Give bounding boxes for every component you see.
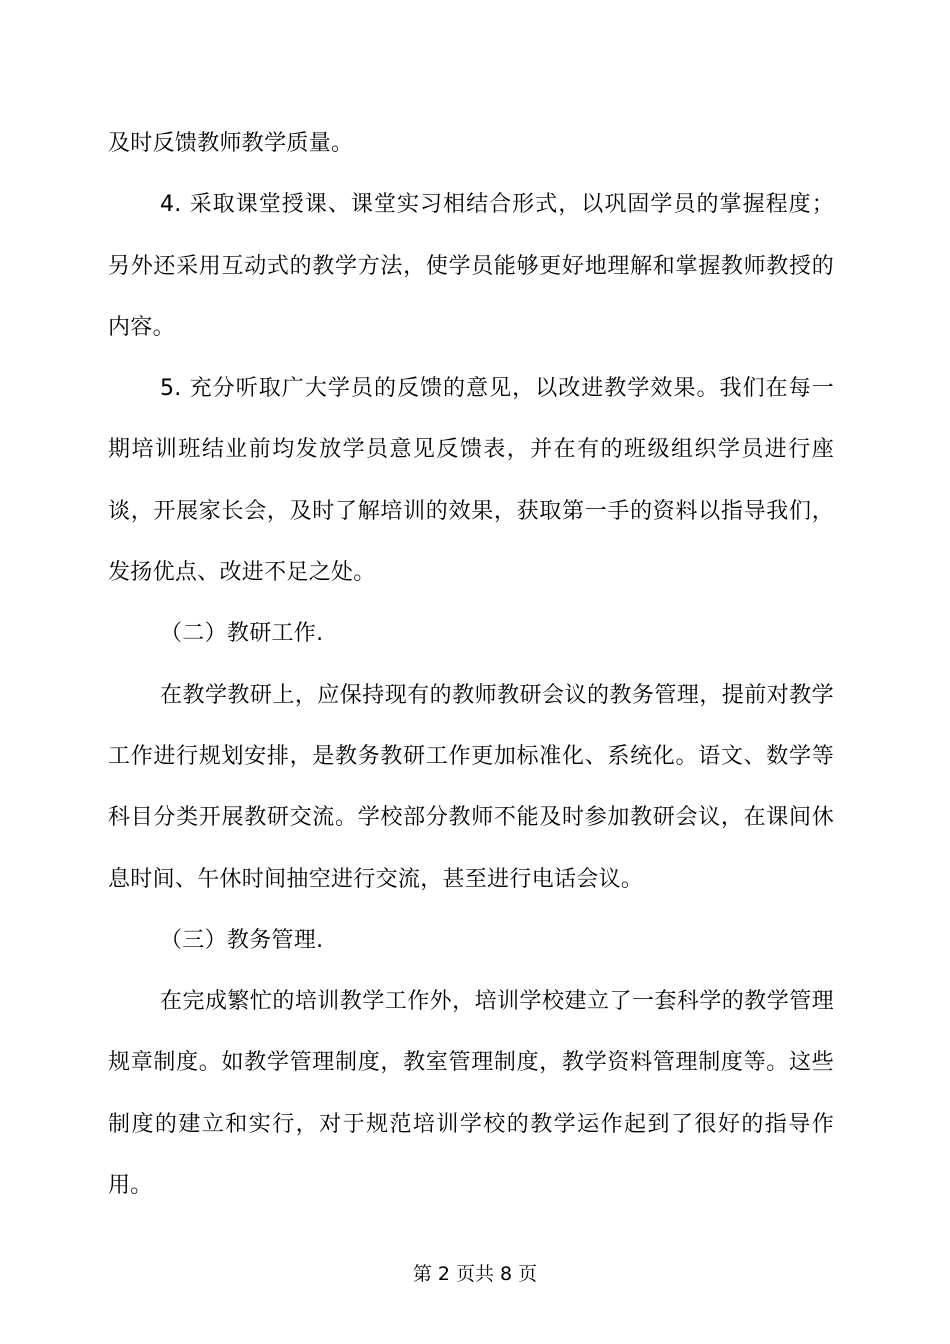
paragraph-academic-affairs: 在完成繁忙的培训教学工作外，培训学校建立了一套科学的教学管理规章制度。如教学管理制度，教室管理制度，教学资料管理制度等。这些制度的建立和实行，对于规范培训学校的教学运作起到了很好的指导作用。 xyxy=(108,989,834,1199)
paragraph-item-4: 4. 采取课堂授课、课堂实习相结合形式，以巩固学员的掌握程度；另外还采用互动式的教学方法，使学员能够更好地理解和掌握教师教授的内容。 xyxy=(108,192,834,340)
document-body xyxy=(108,113,834,1216)
section-heading-teaching-research: （二）教研工作. xyxy=(160,621,324,647)
section-heading-academic-affairs: （三）教务管理. xyxy=(160,927,324,953)
paragraph-item-5: 5. 充分听取广大学员的反馈的意见，以改进教学效果。我们在每一期培训班结业前均发放学员意见反馈表，并在有的班级组织学员进行座谈，开展家长会，及时了解培训的效果，获取第一手的资料以指导我们，发扬优点、改进不足之处。 xyxy=(108,376,834,586)
paragraph-continuation: 及时反馈教师教学质量。 xyxy=(108,131,354,156)
paragraph-teaching-research: 在教学教研上，应保持现有的教师教研会议的教务管理，提前对教学工作进行规划安排，是教务教研工作更加标准化、系统化。语文、数学等科目分类开展教研交流。学校部分教师不能及时参加教研会议，在课间休息时间、午休时间抽空进行交流，甚至进行电话会议。 xyxy=(108,682,834,892)
page-number-footer: 第 2 页共 8 页 xyxy=(412,1263,538,1285)
